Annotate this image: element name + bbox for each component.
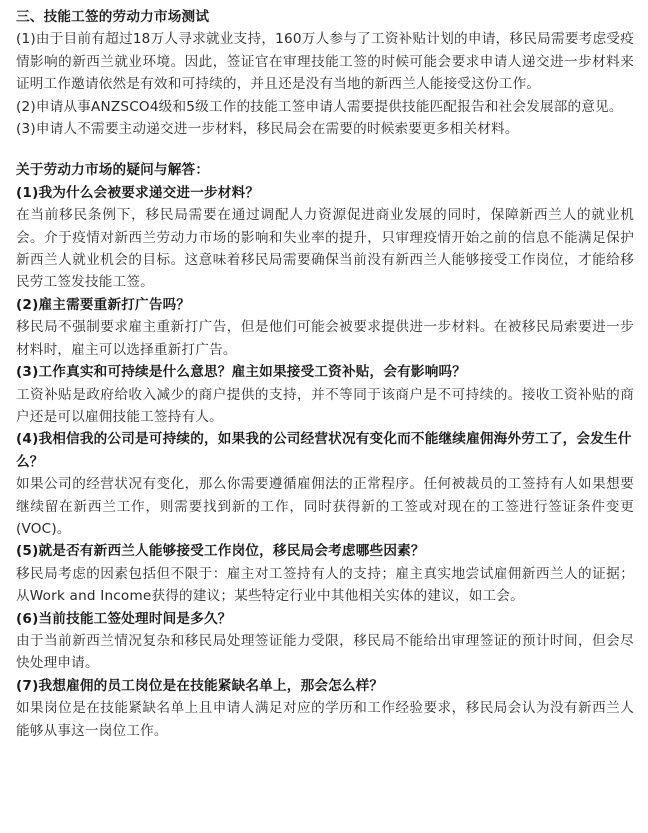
- faq-item-5: [16, 540, 634, 607]
- faq-question: (1)我为什么会被要求递交进一步材料？: [16, 184, 260, 201]
- section-item-2: (2)申请从事ANZSCO4级和5级工作的技能工签申请人需要提供技能匹配报告和社会发展部的意见。: [16, 98, 623, 115]
- faq-item-3: [16, 361, 634, 428]
- faq-question: (6)当前技能工签处理时间是多久？: [16, 610, 232, 627]
- faq-item-4: [16, 428, 634, 540]
- faq-item-7: [16, 675, 634, 742]
- faq-item-6: [16, 608, 634, 675]
- faq-answer: 如果岗位是在技能紧缺名单上且申请人满足对应的学历和工作经验要求，移民局会认为没有新西兰人能够从事这一岗位工作。: [16, 700, 634, 739]
- faq-answer: 在当前移民条例下，移民局需要在通过调配人力资源促进商业发展的同时，保障新西兰人的就业机会。介于疫情对新西兰劳动力市场的影响和失业率的提升，只审理疫情开始之前的信息不能满足保护新西兰人就业机会的目标。这意味着移民局需要确保当前没有新西兰人能够接受工作岗位，才能给移民劳工签发技能工签。: [16, 207, 634, 291]
- faq-question: (7)我想雇佣的员工岗位是在技能紧缺名单上，那会怎么样？: [16, 677, 384, 694]
- faq-answer: 移民局考虑的因素包括但不限于：雇主对工签持有人的支持；雇主真实地尝试雇佣新西兰人的证据；从Work and Income获得的建议；某些特定行业中其他相关实体的建议，如工会。: [16, 565, 634, 605]
- faq-answer: 工资补贴是政府给收入减少的商户提供的支持，并不等同于该商户是不可持续的。接收工资补贴的商户还是可以雇佣技能工签持有人。: [16, 386, 634, 425]
- section-title: 三、技能工签的劳动力市场测试: [16, 9, 210, 25]
- faq-question: (4)我相信我的公司是可持续的，如果我的公司经营状况有变化而不能继续雇佣海外劳工了，会发生什么？: [16, 431, 632, 470]
- faq-question: (5)就是否有新西兰人能够接受工作岗位，移民局会考虑哪些因素？: [16, 543, 425, 560]
- faq-question: (3)工作真实和可持续是什么意思？雇主如果接受工资补贴，会有影响吗？: [16, 364, 467, 381]
- faq-answer: 移民局不强制要求雇主重新打广告，但是他们可能会被要求提供进一步材料。在被移民局索要进一步材料时，雇主可以选择重新打广告。: [16, 319, 634, 358]
- section-item-1: (1)由于目前有超过18万人寻求就业支持，160万人参与了工资补贴计划的申请，移民局需要考虑受疫情影响的新西兰就业环境。因此，签证官在审理技能工签的时候可能会要求申请人递交进一步材料来证明工作邀请依然是有效和可持续的，并且还是没有当地的新西兰人能接受这份工作。: [16, 31, 634, 93]
- faq-answer: 由于当前新西兰情况复杂和移民局处理签证能力受限，移民局不能给出审理签证的预计时间，但会尽快处理申请。: [16, 632, 634, 672]
- faq-answer: 如果公司的经营状况有变化，那么你需要遵循雇佣法的正常程序。任何被裁员的工签持有人如果想要继续留在新西兰工作，则需要找到新的工作，同时获得新的工签或对现在的工签进行签证条件变更(VOC)。: [16, 476, 634, 537]
- faq-item-2: [16, 294, 634, 361]
- faq-question: (2)雇主需要重新打广告吗？: [16, 296, 191, 313]
- section-item-3: (3)申请人不需要主动递交进一步材料，移民局会在需要的时候索要更多相关材料。: [16, 121, 519, 138]
- faq-title: 关于劳动力市场的疑问与解答：: [16, 162, 210, 179]
- section-divider-space: [16, 140, 634, 159]
- faq-item-1: [16, 182, 634, 294]
